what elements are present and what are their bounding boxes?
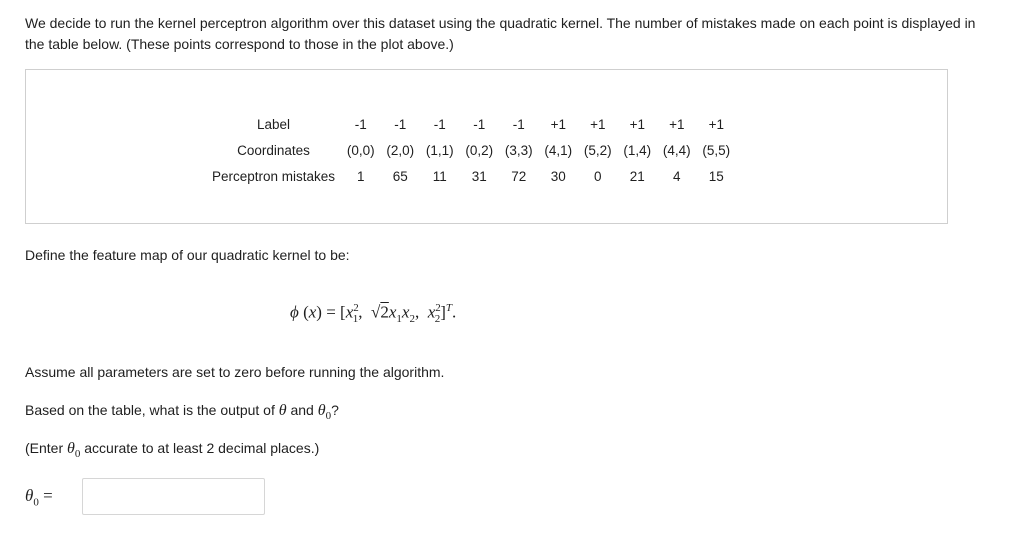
mistakes-cell: 72: [511, 168, 527, 184]
coordinate-cell: (4,4): [662, 142, 691, 158]
feature-map-intro: Define the feature map of our quadratic kernel to be:: [25, 247, 350, 263]
label-cell: -1: [354, 116, 367, 132]
table-row-label: [212, 111, 736, 137]
theta0-symbol: θ: [317, 402, 326, 419]
mistakes-cell: 1: [357, 168, 365, 184]
row-header-coordinates: Coordinates: [237, 142, 310, 158]
mistakes-table: [212, 111, 736, 189]
label-cell: -1: [512, 116, 525, 132]
equals-sign: =: [38, 486, 53, 505]
intro-paragraph: We decide to run the kernel perceptron algorithm over this dataset using the quadratic kernel. The number of mistakes made on each point is displayed in the table below. (These points correspond to those in the plot above.): [25, 15, 976, 52]
theta0-answer-input[interactable]: [82, 478, 265, 515]
row-header-mistakes: Perceptron mistakes: [212, 168, 336, 184]
label-cell: -1: [433, 116, 446, 132]
label-cell: +1: [669, 116, 685, 132]
mistakes-cell: 15: [708, 168, 724, 184]
coordinate-cell: (0,0): [346, 142, 375, 158]
table-row-mistakes: [212, 163, 736, 189]
label-cell: +1: [590, 116, 606, 132]
question-and: and: [286, 402, 318, 418]
label-cell: +1: [550, 116, 567, 132]
theta0-subscript: 0: [74, 447, 81, 460]
mistakes-cell: 21: [629, 168, 645, 184]
coordinate-cell: (5,2): [583, 142, 612, 158]
theta0-symbol: θ: [67, 440, 75, 457]
mistakes-cell: 31: [471, 168, 487, 184]
label-cell: -1: [394, 116, 407, 132]
coordinate-cell: (2,0): [386, 142, 415, 158]
feature-map-formula: ϕ $(x) = [x^2_1$, $√2x_1x_2$, $x^2_2]^T$.: [290, 302, 457, 326]
label-cell: +1: [629, 116, 646, 132]
question-suffix: ?: [331, 402, 339, 418]
theta0-answer-label: [25, 486, 53, 508]
mistakes-cell: 11: [432, 168, 447, 184]
mistakes-table-container: [25, 69, 948, 224]
coordinate-cell: (3,3): [504, 142, 533, 158]
row-header-label: Label: [257, 116, 291, 132]
instruction-suffix: accurate to at least 2 decimal places.): [80, 440, 320, 456]
question-text: [25, 402, 339, 422]
theta0-subscript: 0: [325, 409, 332, 422]
instruction-text: [25, 440, 319, 460]
mistakes-cell: 4: [673, 168, 681, 184]
coordinate-cell: (5,5): [702, 142, 731, 158]
assumption-text: Assume all parameters are set to zero before running the algorithm.: [25, 364, 445, 380]
coordinate-cell: (1,1): [425, 142, 454, 158]
label-cell: -1: [473, 116, 486, 132]
instruction-prefix: (Enter: [25, 440, 68, 456]
theta-symbol: θ: [278, 402, 287, 419]
coordinate-cell: (0,2): [465, 142, 494, 158]
question-prefix: Based on the table, what is the output of: [25, 402, 279, 418]
mistakes-cell: 65: [392, 168, 408, 184]
theta-symbol: θ: [25, 486, 34, 505]
coordinate-cell: (4,1): [544, 142, 573, 158]
mistakes-cell: 30: [550, 168, 566, 184]
theta0-subscript: 0: [33, 496, 39, 509]
label-cell: +1: [708, 116, 725, 132]
coordinate-cell: (1,4): [623, 142, 652, 158]
table-row-coordinates: [212, 137, 736, 163]
mistakes-cell: 0: [594, 168, 602, 184]
